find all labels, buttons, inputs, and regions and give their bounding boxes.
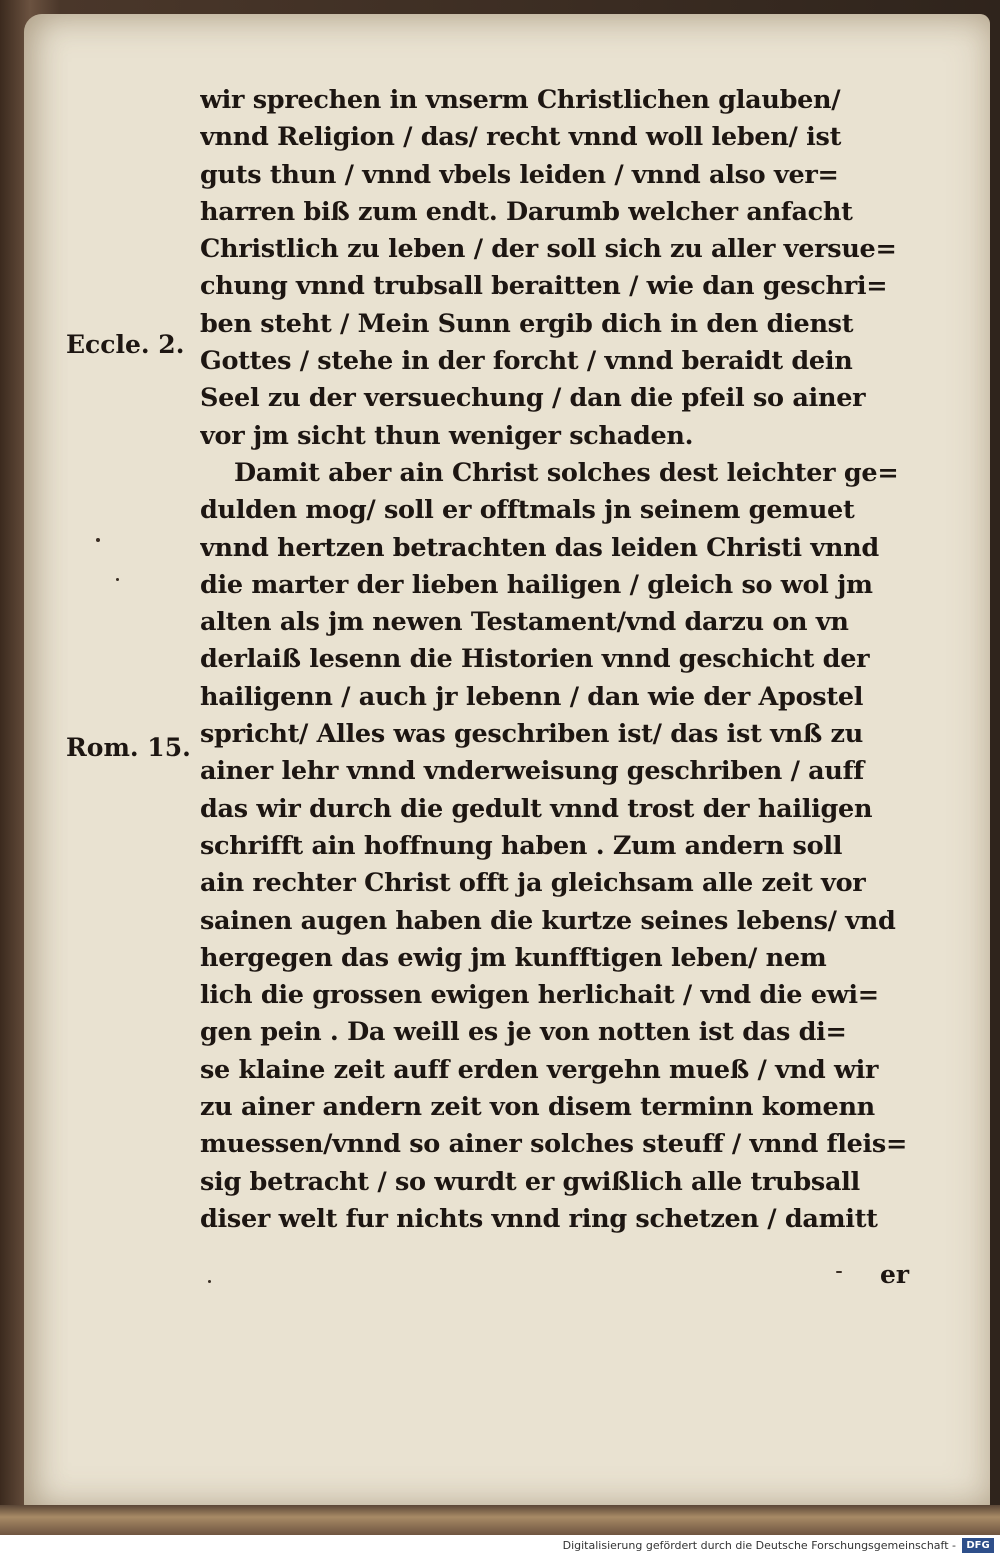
text-line: hailigenn / auch jr lebenn / dan wie der Apostel xyxy=(200,681,864,712)
text-line: die marter der lieben hailigen / gleich so wol jm xyxy=(200,569,873,600)
text-line: diser welt fur nichts vnnd ring schetzen / damitt xyxy=(200,1203,878,1234)
text-line: wir sprechen in vnserm Christlichen glauben/ xyxy=(200,85,841,115)
text-line: Christlich zu leben / der soll sich zu aller versue= xyxy=(200,234,897,265)
margin-note-rom: Rom. 15. xyxy=(66,733,191,762)
text-line: Gottes / stehe in der forcht / vnnd beraidt dein xyxy=(200,346,853,377)
text-line: spricht/ Alles was geschriben ist/ das ist vnß zu xyxy=(200,719,863,750)
margin-note-eccle: Eccle. 2. xyxy=(66,330,185,359)
text-line: se klaine zeit auff erden vergehn mueß / vnd wir xyxy=(200,1054,879,1085)
text-line: Damit aber ain Christ solches dest leichter ge= xyxy=(234,457,899,488)
text-line: vnnd hertzen betrachten das leiden Christi vnnd xyxy=(200,532,879,563)
text-line: hergegen das ewig jm kunfftigen leben/ nem xyxy=(200,942,827,973)
text-line: alten als jm newen Testament/vnd darzu on vn xyxy=(200,607,849,638)
text-line: muessen/vnnd so ainer solches steuff / vnnd fleis= xyxy=(200,1129,908,1160)
footer-credit: Digitalisierung gefördert durch die Deutsche Forschungsgemeinschaft - xyxy=(562,1539,956,1552)
text-line: sig betracht / so wurdt er gwißlich alle trubsall xyxy=(200,1166,860,1197)
text-line: gen pein . Da weill es je von notten ist das di= xyxy=(200,1017,847,1048)
text-line: ain rechter Christ offt ja gleichsam alle zeit vor xyxy=(200,868,866,899)
text-line: ben steht / Mein Sunn ergib dich in den dienst xyxy=(200,308,854,339)
ink-speck xyxy=(836,1271,842,1273)
text-line: ainer lehr vnnd vnderweisung geschriben / auff xyxy=(200,756,864,787)
text-line: dulden mog/ soll er offtmals jn seinem gemuet xyxy=(200,495,855,526)
dfg-logo[interactable]: DFG xyxy=(962,1538,994,1553)
text-line: harren biß zum endt. Darumb welcher anfacht xyxy=(200,196,853,227)
ink-speck xyxy=(96,538,100,542)
footer-bar xyxy=(0,1535,1000,1558)
text-line: vnnd Religion / das/ recht vnnd woll leben/ ist xyxy=(200,122,842,153)
book-bottom-rim xyxy=(0,1505,1000,1535)
catchword: er xyxy=(880,1260,910,1289)
text-line: lich die grossen ewigen herlichait / vnd die ewi= xyxy=(200,980,879,1011)
text-line: schrifft ain hoffnung haben . Zum andern soll xyxy=(200,830,843,861)
text-line: vor jm sicht thun weniger schaden. xyxy=(200,420,694,451)
text-line: zu ainer andern zeit von disem terminn komenn xyxy=(200,1092,875,1123)
text-line: sainen augen haben die kurtze seines lebens/ vnd xyxy=(200,905,896,936)
text-line: chung vnnd trubsall beraitten / wie dan geschri= xyxy=(200,271,888,302)
text-line: Seel zu der versuechung / dan die pfeil so ainer xyxy=(200,383,866,414)
main-text-block xyxy=(200,82,930,1238)
ink-speck xyxy=(208,1280,211,1283)
ink-speck xyxy=(116,578,119,581)
text-line: guts thun / vnnd vbels leiden / vnnd also ver= xyxy=(200,159,839,190)
text-line: derlaiß lesenn die Historien vnnd geschicht der xyxy=(200,644,870,675)
text-line: das wir durch die gedult vnnd trost der hailigen xyxy=(200,793,873,824)
